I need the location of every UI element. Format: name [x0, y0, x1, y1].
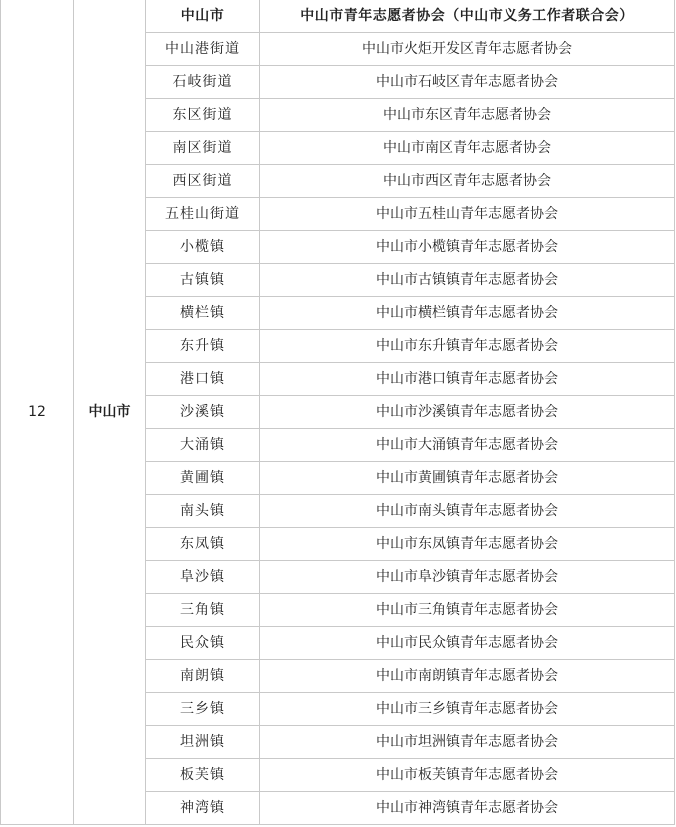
association-cell: 中山市三角镇青年志愿者协会	[260, 594, 675, 627]
association-cell: 中山市三乡镇青年志愿者协会	[260, 693, 675, 726]
association-cell: 中山市西区青年志愿者协会	[260, 165, 675, 198]
association-cell: 中山市石岐区青年志愿者协会	[260, 66, 675, 99]
association-cell: 中山市大涌镇青年志愿者协会	[260, 429, 675, 462]
association-cell: 中山市南头镇青年志愿者协会	[260, 495, 675, 528]
association-cell: 中山市东凤镇青年志愿者协会	[260, 528, 675, 561]
association-cell: 中山市港口镇青年志愿者协会	[260, 363, 675, 396]
district-cell: 东区街道	[146, 99, 260, 132]
district-cell: 五桂山街道	[146, 198, 260, 231]
association-cell: 中山市小榄镇青年志愿者协会	[260, 231, 675, 264]
header-district-cell: 中山市	[146, 0, 260, 33]
district-cell: 东凤镇	[146, 528, 260, 561]
district-cell: 三乡镇	[146, 693, 260, 726]
district-cell: 古镇镇	[146, 264, 260, 297]
association-cell: 中山市横栏镇青年志愿者协会	[260, 297, 675, 330]
association-cell: 中山市南区青年志愿者协会	[260, 132, 675, 165]
association-cell: 中山市五桂山青年志愿者协会	[260, 198, 675, 231]
row-index-cell: 12	[1, 0, 74, 825]
district-cell: 三角镇	[146, 594, 260, 627]
association-cell: 中山市黄圃镇青年志愿者协会	[260, 462, 675, 495]
district-cell: 中山港街道	[146, 33, 260, 66]
district-cell: 大涌镇	[146, 429, 260, 462]
district-cell: 东升镇	[146, 330, 260, 363]
district-cell: 板芙镇	[146, 759, 260, 792]
district-cell: 坦洲镇	[146, 726, 260, 759]
district-cell: 民众镇	[146, 627, 260, 660]
district-cell: 沙溪镇	[146, 396, 260, 429]
district-cell: 小榄镇	[146, 231, 260, 264]
district-cell: 阜沙镇	[146, 561, 260, 594]
header-association-cell: 中山市青年志愿者协会（中山市义务工作者联合会）	[260, 0, 675, 33]
district-cell: 南朗镇	[146, 660, 260, 693]
association-cell: 中山市阜沙镇青年志愿者协会	[260, 561, 675, 594]
association-cell: 中山市东升镇青年志愿者协会	[260, 330, 675, 363]
district-cell: 横栏镇	[146, 297, 260, 330]
association-cell: 中山市板芙镇青年志愿者协会	[260, 759, 675, 792]
district-cell: 石岐街道	[146, 66, 260, 99]
association-cell: 中山市坦洲镇青年志愿者协会	[260, 726, 675, 759]
district-cell: 港口镇	[146, 363, 260, 396]
district-cell: 南区街道	[146, 132, 260, 165]
association-cell: 中山市沙溪镇青年志愿者协会	[260, 396, 675, 429]
association-cell: 中山市南朗镇青年志愿者协会	[260, 660, 675, 693]
table-body	[1, 0, 675, 825]
city-cell: 中山市	[74, 0, 146, 825]
district-cell: 神湾镇	[146, 792, 260, 825]
association-cell: 中山市古镇镇青年志愿者协会	[260, 264, 675, 297]
association-cell: 中山市民众镇青年志愿者协会	[260, 627, 675, 660]
association-cell: 中山市东区青年志愿者协会	[260, 99, 675, 132]
district-cell: 西区街道	[146, 165, 260, 198]
district-cell: 黄圃镇	[146, 462, 260, 495]
association-cell: 中山市火炬开发区青年志愿者协会	[260, 33, 675, 66]
district-cell: 南头镇	[146, 495, 260, 528]
association-cell: 中山市神湾镇青年志愿者协会	[260, 792, 675, 825]
table-header-row	[1, 0, 675, 33]
